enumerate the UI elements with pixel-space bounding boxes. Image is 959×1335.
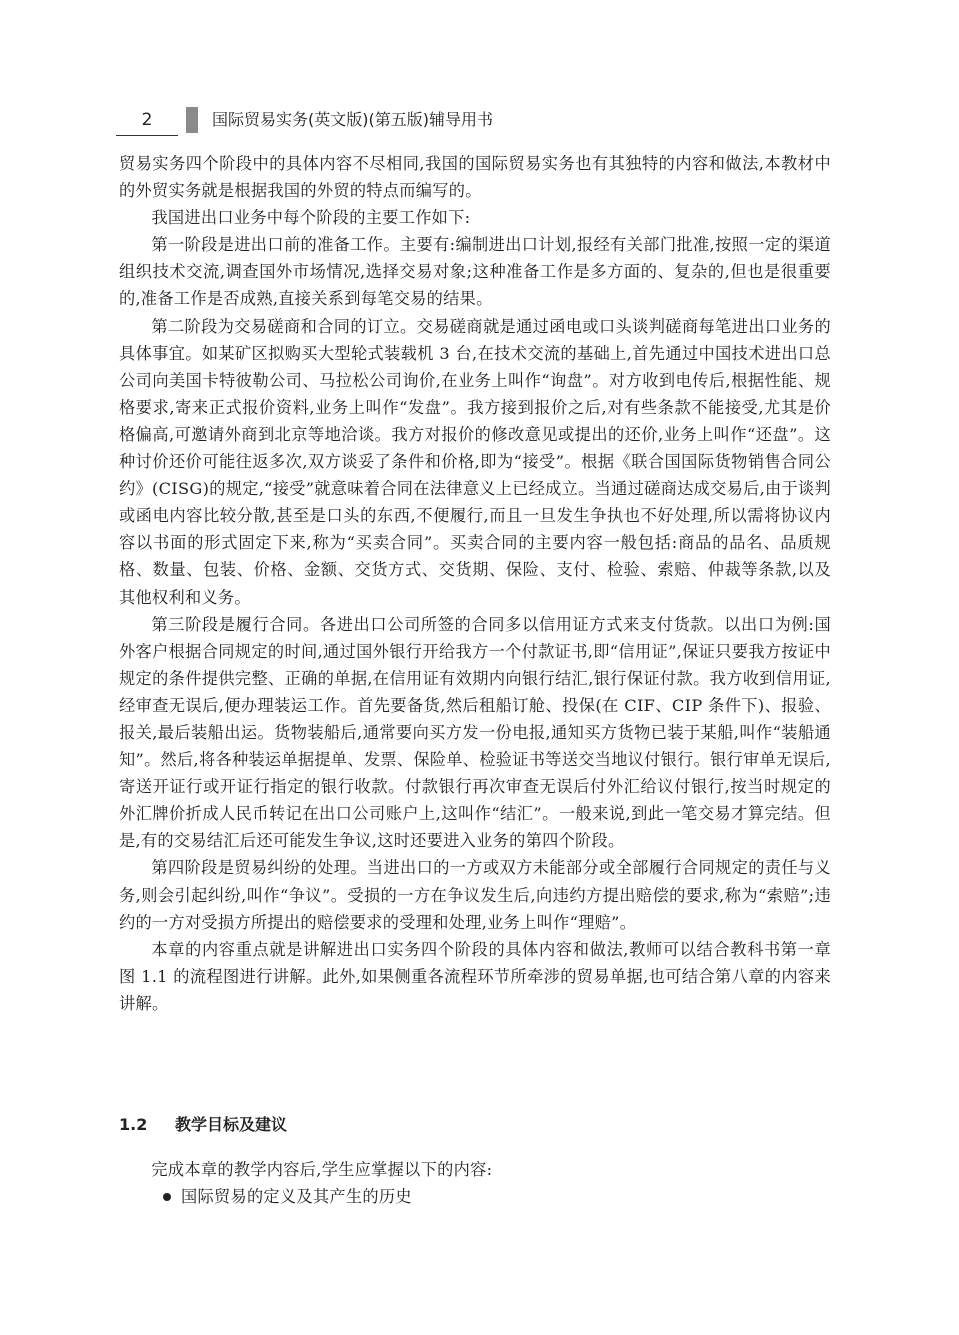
bullet-text: 国际贸易的定义及其产生的历史 (181, 1187, 412, 1207)
section-heading (119, 1112, 287, 1138)
running-header (116, 107, 836, 137)
paragraph: 第二阶段为交易磋商和合同的订立。交易磋商就是通过函电或口头谈判磋商每笔进出口业务的具体事宜。如某矿区拟购买大型轮式装载机 3 台,在技术交流的基础上,首先通过中国技术进出口总公司向美国卡特彼勒公司、马拉松公司询价,在业务上叫作“询盘”。对方收到电传后,根据性能、规格要求,寄来正式报价资料,业务上叫作“发盘”。我方接到报价之后,对有些条款不能接受,尤其是价格偏高,可邀请外商到北京等地洽谈。我方对报价的修改意见或提出的还价,业务上叫作“还盘”。这种讨价还价可能往返多次,双方谈妥了条件和价格,即为“接受”。根据《联合国国际货物销售合同公约》(CISG)的规定,“接受”就意味着合同在法律意义上已经成立。当通过磋商达成交易后,由于谈判或函电内容比较分散,甚至是口头的东西,不便履行,而且一旦发生争执也不好处理,所以需将协议内容以书面的形式固定下来,称为“买卖合同”。买卖合同的主要内容一般包括:商品的品名、品质规格、数量、包装、价格、金额、交货方式、交货期、保险、支付、检验、索赔、仲裁等条款,以及其他权利和义务。 (119, 316, 831, 607)
running-title: 国际贸易实务(英文版)(第五版)辅导用书 (212, 110, 493, 129)
header-bar (186, 107, 198, 133)
paragraph: 本章的内容重点就是讲解进出口实务四个阶段的具体内容和做法,教师可以结合教科书第一章图 1.1 的流程图进行讲解。此外,如果侧重各流程环节所牵涉的贸易单据,也可结合第八章的内容来讲解。 (119, 939, 831, 1013)
section-title: 教学目标及建议 (175, 1115, 288, 1134)
body-text (119, 150, 831, 1017)
bullet-list-item (119, 1183, 831, 1210)
paragraph: 第四阶段是贸易纠纷的处理。当进出口的一方或双方未能部分或全部履行合同规定的责任与义务,则会引起纠纷,叫作“争议”。受损的一方在争议发生后,向违约方提出赔偿的要求,称为“索赔”;违约的一方对受损方所提出的赔偿要求的受理和处理,业务上叫作“理赔”。 (119, 858, 831, 932)
section-number: 1.2 (119, 1115, 148, 1134)
paragraph: 贸易实务四个阶段中的具体内容不尽相同,我国的国际贸易实务也有其独特的内容和做法,本教材中的外贸实务就是根据我国的外贸的特点而编写的。 (119, 154, 831, 201)
paragraph: 我国进出口业务中每个阶段的主要工作如下: (151, 208, 471, 228)
page-number: 2 (141, 110, 153, 130)
section-intro: 完成本章的教学内容后,学生应掌握以下的内容: (151, 1160, 493, 1179)
section-body (119, 1156, 831, 1210)
paragraph: 第三阶段是履行合同。各进出口公司所签的合同多以信用证方式来支付货款。以出口为例:国外客户根据合同规定的时间,通过国外银行开给我方一个付款证书,即“信用证”,保证只要我方按证中规定的条件提供完整、正确的单据,在信用证有效期内向银行结汇,银行保证付款。我方收到信用证,经审查无误后,便办理装运工作。首先要备货,然后租船订舱、投保(在 CIF、CIP 条件下)、报验、报关,最后装船出运。货物装船后,通常要向买方发一份电报,通知买方货物已装于某船,叫作“装船通知”。然后,将各种装运单据提单、发票、保险单、检验证书等送交当地议付银行。银行审单无误后,寄送开证行或开证行指定的银行收款。付款银行再次审查无误后付外汇给议付银行,按当时规定的外汇牌价折成人民币转记在出口公司账户上,这叫作“结汇”。一般来说,到此一笔交易才算完结。但是,有的交易结汇后还可能发生争议,这时还要进入业务的第四个阶段。 (119, 614, 831, 851)
paragraph: 第一阶段是进出口前的准备工作。主要有:编制进出口计划,报经有关部门批准,按照一定的渠道组织技术交流,调查国外市场情况,选择交易对象;这种准备工作是多方面的、复杂的,但也是很重要的,准备工作是否成熟,直接关系到每笔交易的结果。 (119, 235, 831, 309)
header-rule (116, 135, 178, 136)
